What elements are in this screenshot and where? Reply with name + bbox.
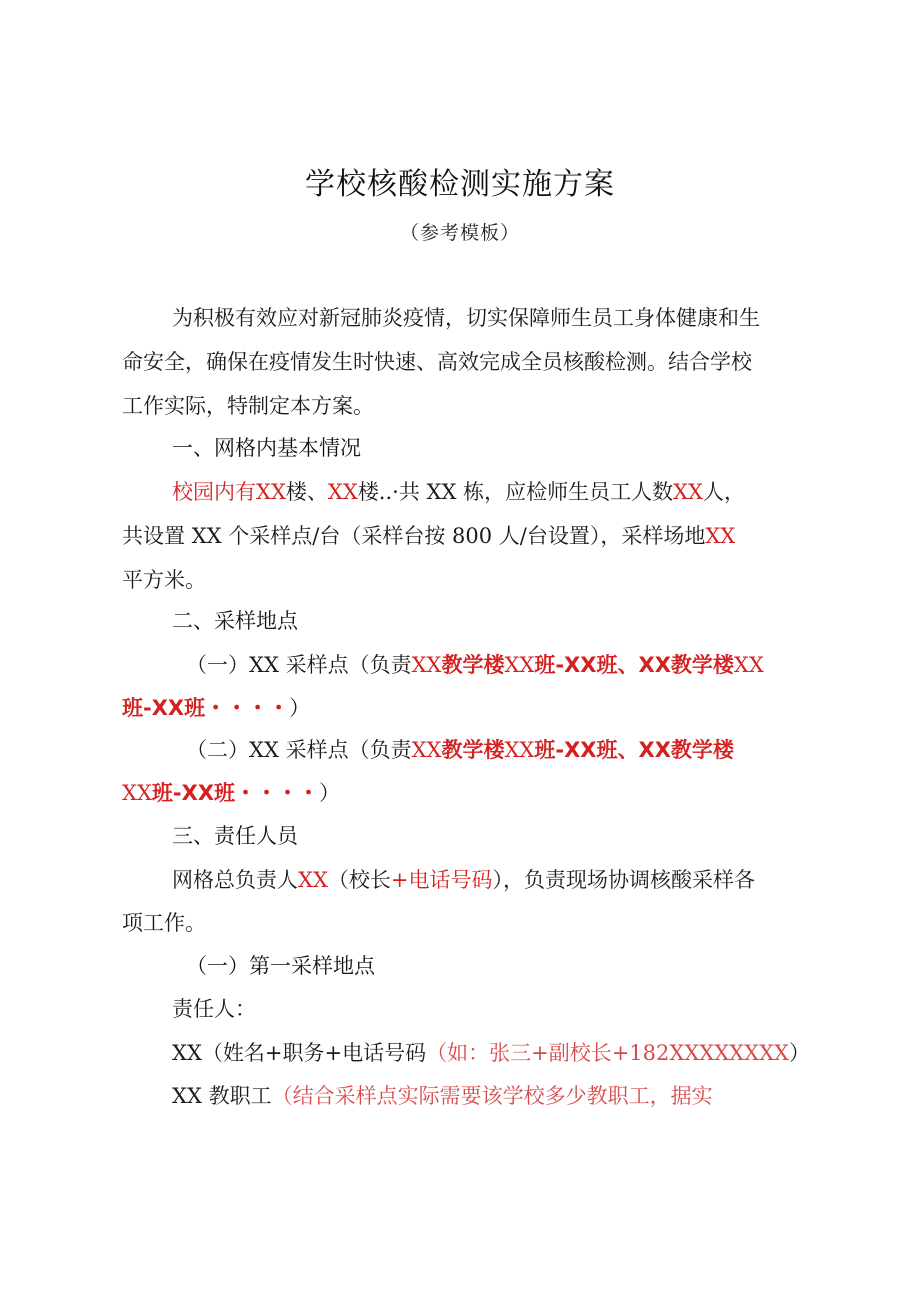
text-segment: 班、XX [596,653,671,677]
section-2-item-2-line-2 [122,778,340,808]
text-segment: XX [298,868,328,892]
text-segment: 教学楼 [670,653,734,677]
text-segment: 班-XX [151,781,215,805]
text-segment: 人， [703,480,745,504]
text-segment: XX [705,524,736,548]
section-1-line-2 [122,521,735,551]
text-segment: XX [411,653,442,677]
text-segment: （结合采样点实际需要该学校多少教职工，据实 [271,1084,713,1108]
text-segment: 班、XX [596,738,671,762]
text-segment: XX [504,738,535,762]
text-segment: +电话号码 [390,868,493,892]
text-segment: XX [327,480,358,504]
text-segment: 楼、 [285,480,328,504]
text-segment: 网格总负责人 [172,868,298,892]
section-2-item-1-line-2 [122,693,310,723]
responsible-label: 责任人： [172,997,256,1021]
text-segment: 班・・・・ [214,781,320,805]
section-1-line-3: 平方米。 [122,568,206,592]
subsection-1-heading: （一）第一采样地点 [186,954,375,978]
text-segment: 校园内有 [172,480,256,504]
text-segment: （如：张三+副校长+182XXXXXXXX [426,1041,789,1065]
text-segment: XX（姓名+职务+电话号码 [172,1041,427,1065]
text-segment: 班・・・・ [184,696,290,720]
section-2-heading: 二、采样地点 [172,609,298,633]
text-segment: 班-XX [122,696,185,720]
text-segment: ） [319,781,341,805]
section-1-line-1 [172,477,745,507]
text-segment: 楼..·共 XX 栋，应检师生员工人数 [357,480,674,504]
text-segment: ） [788,1041,810,1065]
section-3-line-2: 项工作。 [122,911,206,935]
section-3-heading: 三、责任人员 [172,824,298,848]
text-segment: 教学楼 [441,738,505,762]
responsible-person-line [172,1038,810,1068]
section-2-item-1-line-1 [186,650,764,680]
text-segment: 班-XX [534,738,597,762]
text-segment: ），负责现场协调核酸采样各 [492,868,756,892]
section-3-line-1 [172,865,755,895]
text-segment: （校长 [327,868,391,892]
intro-line-1: 为积极有效应对新冠肺炎疫情，切实保障师生员工身体健康和生 [172,306,760,330]
text-segment: 共设置 XX 个采样点/台（采样台按 800 人/台设置），采样场地 [122,524,706,548]
intro-line-3: 工作实际，特制定本方案。 [122,394,374,418]
text-segment: XX [504,653,535,677]
text-segment: 班-XX [534,653,597,677]
document-subtitle: （参考模板） [399,222,520,244]
text-segment: （一）XX 采样点（负责 [186,653,412,677]
text-segment: XX [256,480,286,504]
section-1-heading: 一、网格内基本情况 [172,436,361,460]
text-segment: XX [122,781,152,805]
text-segment: XX [733,653,764,677]
text-segment: 教学楼 [441,653,505,677]
text-segment: ） [289,696,311,720]
text-segment: XX 教职工 [172,1084,272,1108]
text-segment: XX [673,480,703,504]
intro-line-2: 命安全，确保在疫情发生时快速、高效完成全员核酸检测。结合学校 [122,350,752,374]
text-segment: XX [411,738,442,762]
section-2-item-2-line-1 [186,735,734,765]
text-segment: 教学楼 [670,738,734,762]
text-segment: （二）XX 采样点（负责 [186,738,412,762]
document-title: 学校核酸检测实施方案 [305,167,615,202]
staff-line [172,1081,713,1111]
